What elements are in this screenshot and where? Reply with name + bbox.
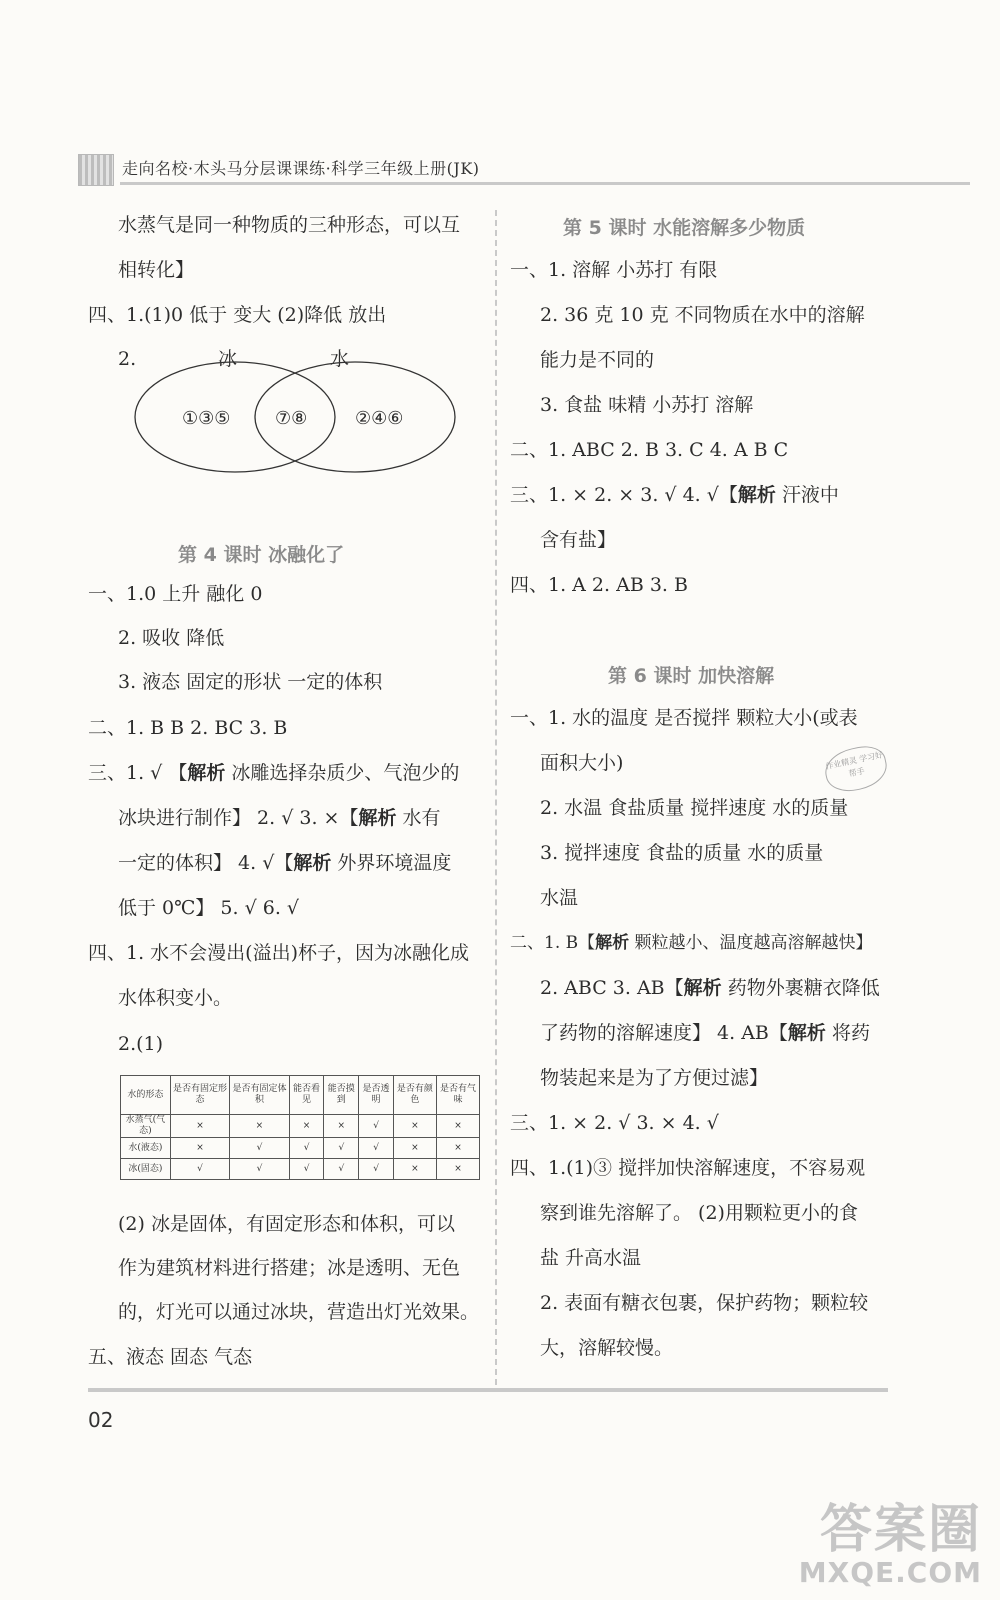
analysis-keyword: 解析 xyxy=(187,762,226,784)
text-line: 一、1. 水的温度 是否搅拌 颗粒大小(或表 xyxy=(510,707,858,729)
table-cell: × xyxy=(393,1159,436,1180)
text-line: 四、1. A 2. AB 3. B xyxy=(510,574,688,596)
analysis-keyword: 解析 xyxy=(787,1022,826,1044)
text-line: 2. 表面有糖衣包裹，保护药物；颗粒较 xyxy=(540,1292,869,1314)
analysis-keyword: 解析 xyxy=(293,852,332,874)
text-line: 面积大小) xyxy=(540,752,624,774)
table-header-cell: 是否有固定体积 xyxy=(230,1076,289,1115)
table-cell: × xyxy=(393,1115,436,1138)
table-cell: × xyxy=(289,1115,324,1138)
table-cell: √ xyxy=(359,1138,394,1159)
watermark-sub: MXQE.COM xyxy=(798,1556,982,1589)
text-line: 2. ABC 3. AB【解析 药物外裹糖衣降低 xyxy=(540,977,880,999)
text-line: 察到谁先溶解了。 (2)用颗粒更小的食 xyxy=(540,1202,858,1224)
analysis-keyword: 解析 xyxy=(737,484,776,506)
text-line: 四、1. 水不会漫出(溢出)杯子，因为冰融化成 xyxy=(88,942,469,964)
table-cell: × xyxy=(436,1159,479,1180)
table-cell: × xyxy=(170,1115,229,1138)
venn-right-only: ②④⑥ xyxy=(355,408,404,429)
text-line: 物装起来是为了方便过滤】 xyxy=(540,1067,769,1089)
text-line: 二、1. B【解析 颗粒越小、温度越高溶解越快】 xyxy=(510,933,873,953)
watermark-logo xyxy=(752,1502,982,1590)
lesson-6-title: 第 6 课时 加快溶解 xyxy=(608,665,775,687)
table-cell: × xyxy=(393,1138,436,1159)
table-cell: × xyxy=(436,1138,479,1159)
table-cell: √ xyxy=(230,1138,289,1159)
text-line: 2.(1) xyxy=(118,1033,164,1055)
table-header-cell: 水的形态 xyxy=(121,1076,171,1115)
analysis-keyword: 解析 xyxy=(595,933,630,953)
stamp-seal: 作业精灵 学习好帮手 xyxy=(821,742,890,796)
table-cell: √ xyxy=(230,1159,289,1180)
header-title: 走向名校·木头马分层课课练·科学三年级上册(JK) xyxy=(122,159,480,178)
table-cell: √ xyxy=(289,1159,324,1180)
table-cell: × xyxy=(324,1115,359,1138)
table-cell: √ xyxy=(359,1115,394,1138)
table-header-cell: 是否有颜色 xyxy=(393,1076,436,1115)
text-line: 二、1. ABC 2. B 3. C 4. A B C xyxy=(510,439,789,461)
text-line: 了药物的溶解速度】 4. AB【解析 将药 xyxy=(540,1022,870,1044)
venn-number: 2. xyxy=(118,348,137,370)
table-cell: × xyxy=(170,1138,229,1159)
text-line: 五、液态 固态 气态 xyxy=(88,1346,253,1368)
table-cell: 水(液态) xyxy=(121,1138,171,1159)
text-line: 水温 xyxy=(540,887,579,909)
table-cell: √ xyxy=(170,1159,229,1180)
text-line: 大，溶解较慢。 xyxy=(540,1337,674,1359)
table-cell: √ xyxy=(324,1138,359,1159)
table-cell: × xyxy=(436,1115,479,1138)
venn-left-only: ①③⑤ xyxy=(182,408,231,429)
footer-rule xyxy=(88,1388,888,1392)
venn-label-water: 水 xyxy=(330,348,350,370)
text-line: 一、1. 溶解 小苏打 有限 xyxy=(510,259,718,281)
table-header-cell: 能否摸到 xyxy=(324,1076,359,1115)
text-line: 3. 液态 固定的形状 一定的体积 xyxy=(118,671,383,693)
table-cell: 水蒸气(气态) xyxy=(121,1115,171,1138)
text-line: 相转化】 xyxy=(118,259,195,281)
header-rule xyxy=(120,182,970,185)
page-number: 02 xyxy=(88,1408,114,1432)
table-header-cell: 是否透明 xyxy=(359,1076,394,1115)
text-line: 三、1. √ 【解析 冰雕选择杂质少、气泡少的 xyxy=(88,762,460,784)
table-row xyxy=(121,1138,480,1159)
table-cell: 冰(固态) xyxy=(121,1159,171,1180)
text-line: 2. 水温 食盐质量 搅拌速度 水的质量 xyxy=(540,797,849,819)
table-cell: √ xyxy=(359,1159,394,1180)
text-line: 2. 36 克 10 克 不同物质在水中的溶解 xyxy=(540,304,865,326)
table-cell: √ xyxy=(289,1138,324,1159)
venn-label-ice: 冰 xyxy=(218,348,238,370)
analysis-keyword: 解析 xyxy=(683,977,722,999)
text-line: 一、1.0 上升 融化 0 xyxy=(88,583,263,605)
lesson-4-title: 第 4 课时 冰融化了 xyxy=(178,544,345,566)
venn-diagram xyxy=(130,355,460,475)
text-line: 一定的体积】 4. √【解析 外界环境温度 xyxy=(118,852,452,874)
table-cell: √ xyxy=(324,1159,359,1180)
text-line: 三、1. × 2. √ 3. × 4. √ xyxy=(510,1112,719,1134)
table-row xyxy=(121,1115,480,1138)
page-header xyxy=(70,150,910,186)
text-line: 低于 0℃】 5. √ 6. √ xyxy=(118,897,300,919)
column-divider xyxy=(495,210,497,1385)
table-header-cell: 能否看见 xyxy=(289,1076,324,1115)
water-states-table xyxy=(120,1075,480,1180)
text-line: 含有盐】 xyxy=(540,529,617,551)
text-line: 四、1.(1)③ 搅拌加快溶解速度，不容易观 xyxy=(510,1157,866,1179)
text-line: 盐 升高水温 xyxy=(540,1247,642,1269)
text-line: 3. 食盐 味精 小苏打 溶解 xyxy=(540,394,754,416)
text-line: (2) 冰是固体，有固定形态和体积，可以 xyxy=(118,1213,455,1235)
text-line: 的，灯光可以通过冰块，营造出灯光效果。 xyxy=(118,1301,480,1323)
text-line: 2. 吸收 降低 xyxy=(118,627,225,649)
lesson-5-title: 第 5 课时 水能溶解多少物质 xyxy=(563,217,806,239)
venn-both: ⑦⑧ xyxy=(275,408,308,429)
watermark-main: 答案圈 xyxy=(819,1500,982,1560)
table-row xyxy=(121,1159,480,1180)
analysis-keyword: 解析 xyxy=(358,807,397,829)
text-line: 作为建筑材料进行搭建；冰是透明、无色 xyxy=(118,1257,461,1279)
text-line: 水体积变小。 xyxy=(118,987,233,1009)
text-line: 水蒸气是同一种物质的三种形态，可以互 xyxy=(118,214,461,236)
text-line: 能力是不同的 xyxy=(540,349,655,371)
text-line: 冰块进行制作】 2. √ 3. ×【解析 水有 xyxy=(118,807,441,829)
text-line: 三、1. × 2. × 3. √ 4. √【解析 汗液中 xyxy=(510,484,839,506)
book-icon xyxy=(78,154,114,186)
table-header-cell: 是否有气味 xyxy=(436,1076,479,1115)
text-line: 二、1. B B 2. BC 3. B xyxy=(88,717,288,739)
text-line: 四、1.(1)0 低于 变大 (2)降低 放出 xyxy=(88,304,387,326)
table-cell: × xyxy=(230,1115,289,1138)
table-header-cell: 是否有固定形态 xyxy=(170,1076,229,1115)
table-header-row xyxy=(121,1076,480,1115)
text-line: 3. 搅拌速度 食盐的质量 水的质量 xyxy=(540,842,824,864)
